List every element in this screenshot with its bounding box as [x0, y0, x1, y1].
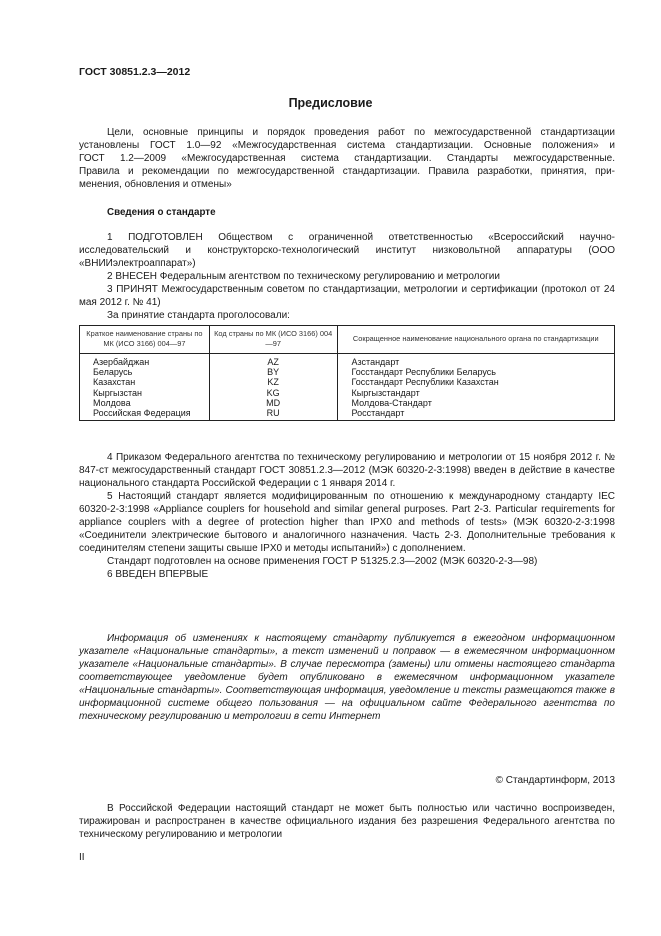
table-row: [80, 354, 615, 368]
country-cell: Казахстан: [80, 377, 210, 387]
info-items-top: [79, 231, 615, 322]
amendments-notice: [79, 632, 615, 723]
legal-text: В Российской Федерации настоящий стандарт не может быть полностью или частично воспроизведен, тиражирован и распространен в качестве официального издания без разрешения Федерального агентства по техническому регулированию и метрологии: [79, 803, 615, 840]
body-cell: Госстандарт Республики Казахстан: [337, 377, 614, 387]
code-cell: KZ: [209, 377, 337, 387]
code-cell: AZ: [209, 354, 337, 368]
table-header-row: [80, 326, 615, 354]
info-item-1: 1 ПОДГОТОВЛЕН Обществом с ограниченной ответственностью «Всероссийский научно-исследовательский и конструкторско-технологический институт низковольтной аппаратуры (ООО «ВНИИэлектроаппарат»): [79, 232, 615, 269]
country-cell: Российская Федерация: [80, 408, 210, 421]
notice-text: Информация об изменениях к настоящему стандарту публикуется в ежегодном информационном указателе «Национальные стандарты», а текст изменений и поправок — в ежемесячном информационном указателе «Национальные стандарты». В случае пересмотра (замены) или отмены настоящего стандарта соответствующее уведомление будет опубликовано в ежемесячном информационном указателе «Национальные стандарты». Соответствующая информация, уведомление и тексты размещаются также в информационной системе общего пользования — на официальном сайте Федерального агентства по техническому регулированию и метрологии в сети Интернет: [79, 633, 615, 722]
table-row: [80, 388, 615, 398]
info-item-3: 3 ПРИНЯТ Межгосударственным советом по стандартизации, метрологии и сертификации (протокол от 24 мая 2012 г. № 41): [79, 284, 615, 308]
info-item-6: 6 ВВЕДЕН ВПЕРВЫЕ: [107, 569, 209, 580]
table-row: [80, 398, 615, 408]
intro-paragraph: [79, 126, 615, 191]
column-header-code: Код страны по МК (ИСО 3166) 004—97: [209, 326, 337, 354]
country-cell: Беларусь: [80, 367, 210, 377]
intro-line: Цели, основные принципы и порядок проведения работ по межгосударственной стандартизации: [107, 127, 615, 138]
code-cell: MD: [209, 398, 337, 408]
table-row: [80, 367, 615, 377]
table-row: [80, 408, 615, 421]
info-item-4: 4 Приказом Федерального агентства по техническому регулированию и метрологии от 15 ноября 2012 г. № 847-ст межгосударственный стандарт ГОСТ 30851.2.3—2012 (МЭК 60320-2-3:1998) введен в действие в качестве национального стандарта Российской Федерации с 1 января 2014 г.: [79, 452, 615, 489]
body-cell: Росстандарт: [337, 408, 614, 421]
intro-line: установлены ГОСТ 1.0—92 «Межгосударственная система стандартизации. Основные положения» и: [79, 140, 615, 151]
info-item-2: 2 ВНЕСЕН Федеральным агентством по техническому регулированию и метрологии: [107, 271, 500, 282]
body-cell: Кыргызстандарт: [337, 388, 614, 398]
body-cell: Госстандарт Республики Беларусь: [337, 367, 614, 377]
intro-line: Правила и рекомендации по межгосударственной стандартизации. Правила разработки, принятия, при-: [79, 166, 615, 177]
column-header-body: Сокращенное наименование национального органа по стандартизации: [337, 326, 614, 354]
page-number: II: [79, 852, 85, 863]
code-cell: RU: [209, 408, 337, 421]
info-items-bottom: [79, 451, 615, 581]
table-caption: За принятие стандарта проголосовали:: [107, 310, 290, 321]
column-header-country: Краткое наименование страны по МК (ИСО 3166) 004—97: [80, 326, 210, 354]
page-title: Предисловие: [288, 96, 373, 110]
country-cell: Азербайджан: [80, 354, 210, 368]
body-cell: Азстандарт: [337, 354, 614, 368]
country-cell: Кыргызстан: [80, 388, 210, 398]
body-cell: Молдова-Стандарт: [337, 398, 614, 408]
legal-notice: [79, 802, 615, 841]
intro-line: менения, обновления и отмены»: [79, 179, 232, 190]
country-cell: Молдова: [80, 398, 210, 408]
document-header: ГОСТ 30851.2.3—2012: [79, 66, 191, 78]
code-cell: BY: [209, 367, 337, 377]
info-item-5: 5 Настоящий стандарт является модифицированным по отношению к международному стандарту IEC 60320-2-3:1998 «Appliance couplers for household and similar general purposes. Part 2-3. Particular requirements for appliance couplers with a degree of protection higher than IPX0 and methods of tests» (МЭК 60320-2-3:1998 «Соединители электрические бытового и аналогичного назначения. Часть 2-3. Дополнительные требования к соединителям степени защиты свыше IPX0 и методы испытаний») с дополнением.: [79, 491, 615, 554]
info-item-5-basis: Стандарт подготовлен на основе применения ГОСТ Р 51325.2.3—2002 (МЭК 60320-2-3—98): [107, 556, 538, 567]
section-heading: Сведения о стандарте: [107, 207, 216, 218]
intro-line: ГОСТ 1.2—2009 «Межгосударственная система стандартизации. Стандарты межгосударственные.: [79, 153, 615, 164]
code-cell: KG: [209, 388, 337, 398]
voting-table: [79, 325, 615, 421]
table-row: [80, 377, 615, 387]
copyright: © Стандартинформ, 2013: [495, 775, 615, 786]
